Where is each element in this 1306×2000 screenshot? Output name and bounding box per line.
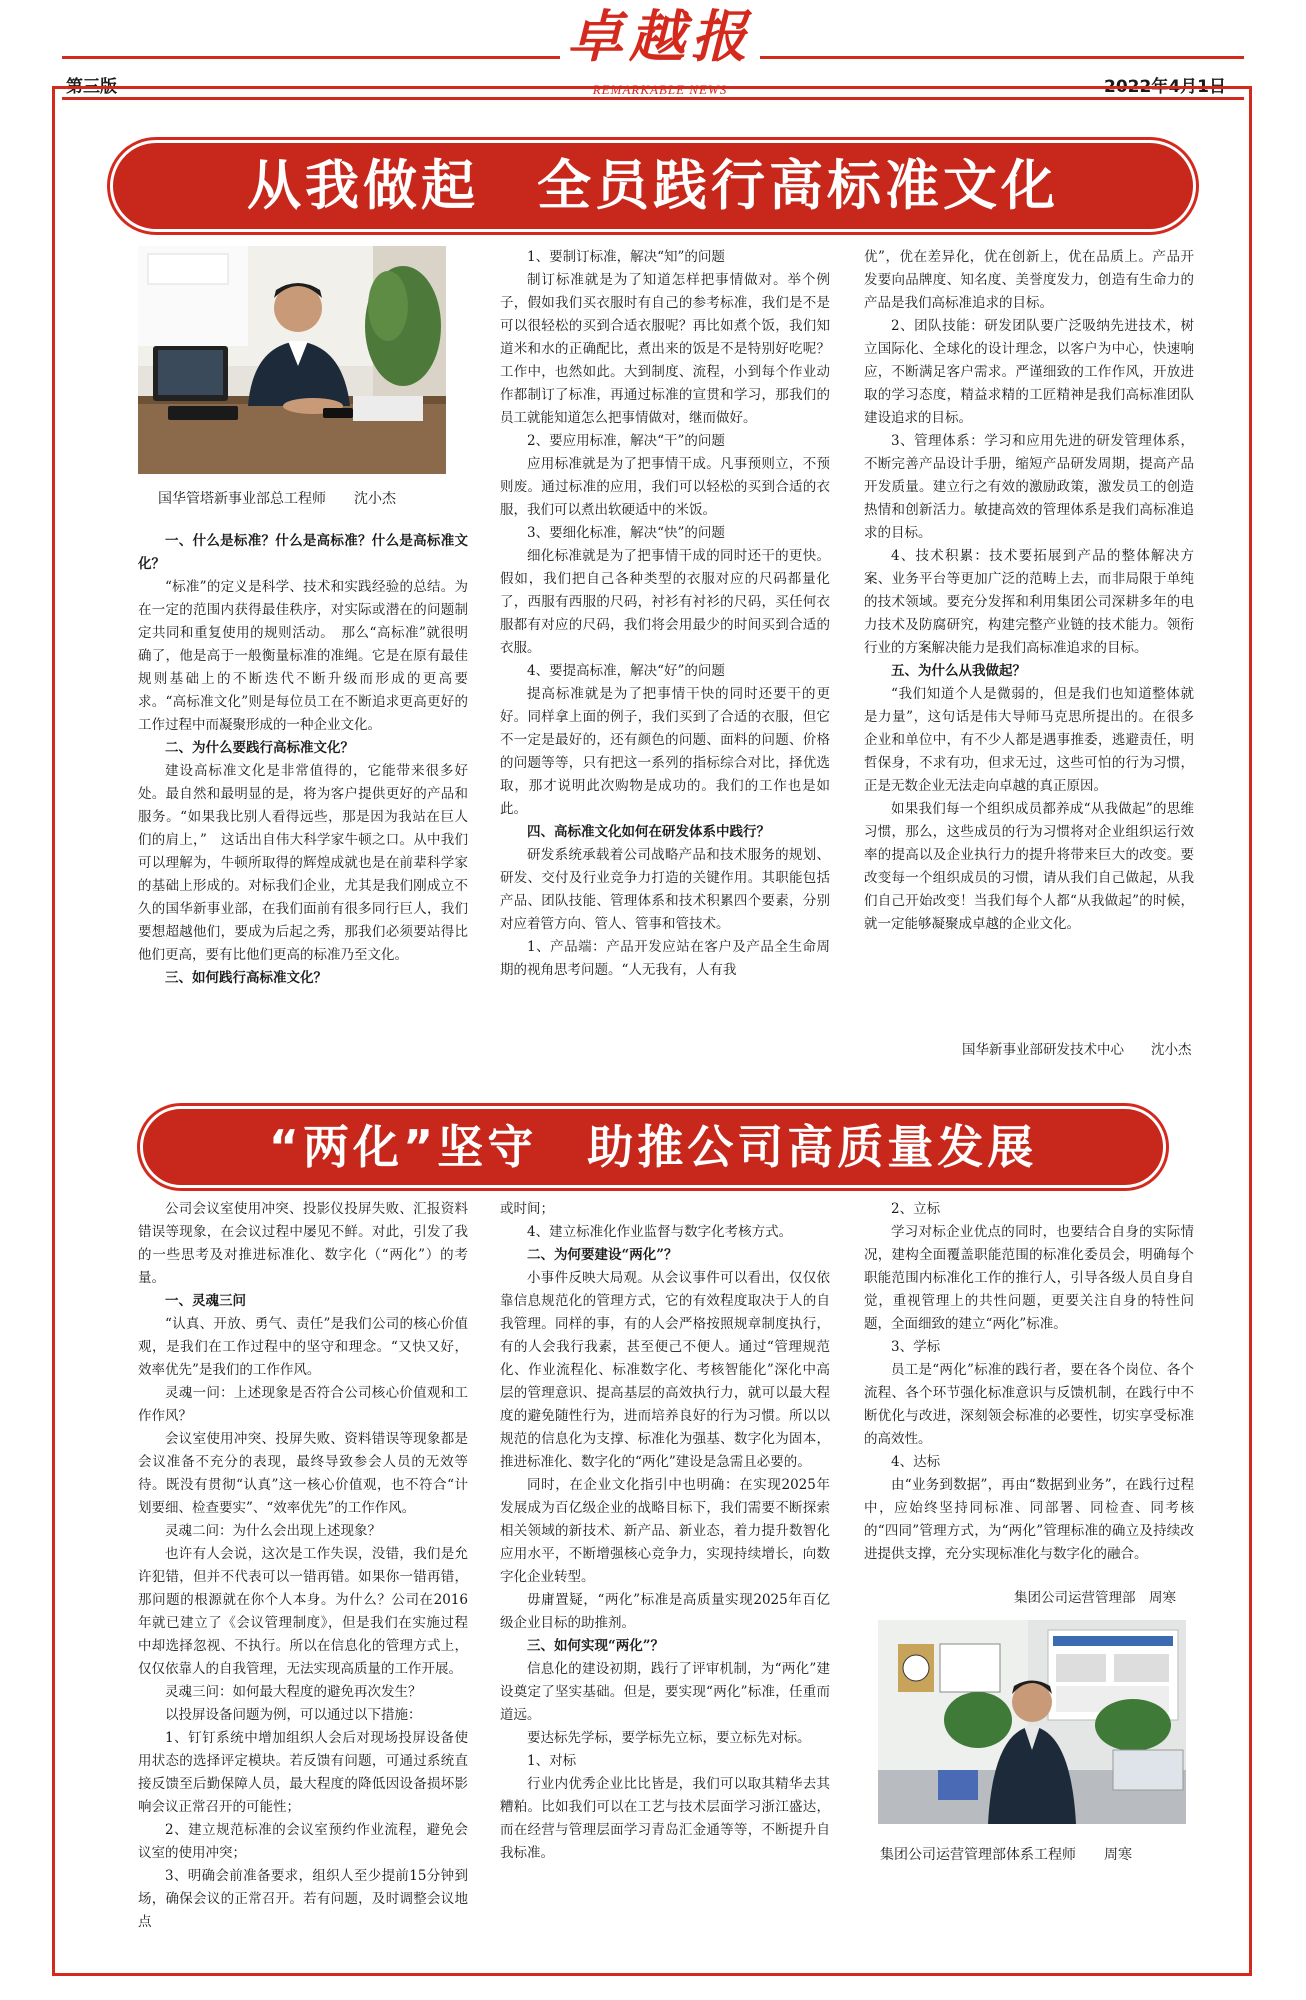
issue-date: 2022年4月1日: [1104, 77, 1226, 97]
paragraph: 3、学标: [891, 1339, 941, 1355]
section-heading: 三、如何实现“两化”？: [527, 1638, 665, 1654]
paragraph: 公司会议室使用冲突、投影仪投屏失败、汇报资料错误等现象，在会议过程中屡见不鲜。对此，引发了我的一些思考及对推进标准化、数字化（“两化”）的考量。: [138, 1201, 468, 1286]
paragraph: “认真、开放、勇气、责任”是我们公司的核心价值观，是我们在工作过程中的坚守和理念。“又快又好，效率优先”是我们的工作作风。: [138, 1316, 468, 1378]
paragraph: 2、要应用标准，解决“干”的问题: [527, 433, 725, 449]
paragraph: 以投屏设备问题为例，可以通过以下措施：: [165, 1707, 422, 1723]
article2-column-1: [138, 1198, 468, 1934]
paragraph: 优”，优在差异化，优在创新上，优在品质上。产品开发要向品牌度、知名度、美誉度发力，创造有生命力的产品是我们高标准追求的目标。: [864, 249, 1194, 311]
paragraph: 1、对标: [527, 1753, 577, 1769]
paragraph: 2、立标: [891, 1201, 941, 1217]
article1-headline: 从我做起 全员践行高标准文化: [110, 140, 1196, 232]
section-heading: 一、灵魂三问: [165, 1293, 246, 1309]
edition-label: 第三版: [66, 77, 117, 97]
newspaper-logo: [560, 2, 760, 97]
article2-photo-caption: 集团公司运营管理部体系工程师 周寒: [880, 1847, 1132, 1863]
paragraph: 应用标准就是为了把事情干成。凡事预则立，不预则废。通过标准的应用，我们可以轻松的买到合适的衣服，我们可以煮出软硬适中的米饭。: [500, 456, 830, 518]
article1-byline: 国华新事业部研发技术中心 沈小杰: [962, 1042, 1192, 1058]
section-heading: 三、如何践行高标准文化？: [165, 970, 327, 986]
article2-byline: 集团公司运营管理部 周寒: [1014, 1590, 1176, 1606]
article2-column-3: [864, 1198, 1194, 1566]
article1-photo: [138, 246, 446, 474]
paragraph: 1、产品端：产品开发应站在客户及产品全生命周期的视角思考问题。“人无我有，人有我: [500, 939, 830, 978]
paragraph: 毋庸置疑，“两化”标准是高质量实现2025年百亿级企业目标的助推剂。: [500, 1592, 830, 1631]
paragraph: 1、要制订标准，解决“知”的问题: [527, 249, 725, 265]
paragraph: “标准”的定义是科学、技术和实践经验的总结。为在一定的范围内获得最佳秩序，对实际或潜在的问题制定共同和重复使用的规则活动。 那么“高标准”就很明确了，他是高于一般衡量标准的准绳。它是在原有最佳规则基础上的不断迭代不断升级而形成的更高要求。“高标准文化”则是每位员工在不断追求更高更好的工作过程中而凝聚形成的一种企业文化。: [138, 579, 468, 733]
paragraph: 如果我们每一个组织成员都养成“从我做起”的思维习惯，那么，这些成员的行为习惯将对企业组织运行效率的提高以及企业执行力的提升将带来巨大的改变。要改变每一个组织成员的习惯，请从我们自己做起，从我们自己开始改变！当我们每个人都“从我做起”的时候，就一定能够凝聚成卓越的企业文化。: [864, 801, 1194, 932]
article1-column-1: [138, 530, 468, 990]
paragraph: 行业内优秀企业比比皆是，我们可以取其精华去其糟粕。比如我们可以在工艺与技术层面学习浙江盛达，而在经营与管理层面学习青岛汇金通等等，不断提升自我标准。: [500, 1776, 830, 1861]
article2-headline: “两化”坚守 助推公司高质量发展: [140, 1106, 1166, 1188]
paragraph: 细化标准就是为了把事情干成的同时还干的更快。假如，我们把自己各种类型的衣服对应的尺码都量化了，西服有西服的尺码，衬衫有衬衫的尺码，买任何衣服都有对应的尺码，我们将会用最少的时间买到合适的衣服。: [500, 548, 830, 656]
article2-column-2: [500, 1198, 830, 1865]
paragraph: 会议室使用冲突、投屏失败、资料错误等现象都是会议准备不充分的表现，最终导致参会人员的无效等待。既没有贯彻“认真”这一核心价值观，也不符合“计划要细、检查要实”、“效率优先”的工作作风。: [138, 1431, 468, 1516]
paragraph: 小事件反映大局观。从会议事件可以看出，仅仅依靠信息规范化的管理方式，它的有效程度取决于人的自我管理。同样的事，有的人会严格按照规章制度执行，有的人会我行我素，甚至便己不便人。通过“管理规范化、作业流程化、标准数字化、考核智能化”深化中高层的管理意识、提高基层的高效执行力，就可以最大程度的避免随性行为，进而培养良好的行为习惯。所以以规范的信息化为支撑、标准化为强基、数字化为固本，推进标准化、数字化的“两化”建设是急需且必要的。: [500, 1270, 830, 1470]
paragraph: 要达标先学标，要学标先立标，要立标先对标。: [527, 1730, 811, 1746]
paragraph: 建设高标准文化是非常值得的，它能带来很多好处。最自然和最明显的是，将为客户提供更好的产品和服务。“如果我比别人看得远些，那是因为我站在巨人们的肩上，” 这话出自伟大科学家牛顿之口。从中我们可以理解为，牛顿所取得的辉煌成就也是在前辈科学家的基础上形成的。对标我们企业，尤其是我们刚成立不久的国华新事业部，在我们面前有很多同行巨人，我们要想超越他们，要成为后起之秀，那我们必须要站得比他们更高，要有比他们更高的标准乃至文化。: [138, 763, 468, 963]
logo-title: 卓越报: [567, 4, 753, 70]
section-heading: 一、什么是标准？什么是高标准？什么是高标准文化？: [138, 533, 468, 572]
paragraph: 或时间；: [500, 1201, 554, 1217]
paragraph: 学习对标企业优点的同时，也要结合自身的实际情况，建构全面覆盖职能范围的标准化委员会，明确每个职能范围内标准化工作的推行人，引导各级人员自身自觉，重视管理上的共性问题，更要关注自身的特性问题，全面细致的建立“两化”标准。: [864, 1224, 1194, 1332]
paragraph: 1、钉钉系统中增加组织人会后对现场投屏设备使用状态的选择评定模块。若反馈有问题，可通过系统直接反馈至后勤保障人员，最大程度的降低因设备损坏影响会议正常召开的可能性；: [138, 1730, 468, 1815]
paragraph: 3、要细化标准，解决“快”的问题: [527, 525, 725, 541]
paragraph: 由“业务到数据”，再由“数据到业务”，在践行过程中，应始终坚持同标准、同部署、同检查、同考核的“四同”管理方式，为“两化”管理标准的确立及持续改进提供支撑，充分实现标准化与数字化的融合。: [864, 1477, 1194, 1562]
paragraph: 4、建立标准化作业监督与数字化考核方式。: [527, 1224, 793, 1240]
paragraph: 2、团队技能：研发团队要广泛吸纳先进技术，树立国际化、全球化的设计理念，以客户为中心，快速响应，不断满足客户需求。严谨细致的工作作风，开放进取的学习态度，精益求精的工匠精神是我们高标准团队建设追求的目标。: [864, 318, 1194, 426]
paragraph: 灵魂三问：如何最大程度的避免再次发生？: [165, 1684, 422, 1700]
logo-subtitle: REMARKABLE NEWS: [592, 82, 728, 97]
article2-photo: [878, 1620, 1186, 1824]
paragraph: 也许有人会说，这次是工作失误，没错，我们是允许犯错，但并不代表可以一错再错。如果你一错再错，那问题的根源就在你个人本身。为什么？公司在2016年就已建立了《会议管理制度》，但是我们在实施过程中却选择忽视、不执行。所以在信息化的管理方式上，仅仅依靠人的自我管理，无法实现高质量的工作开展。: [138, 1546, 468, 1677]
paragraph: 同时，在企业文化指引中也明确：在实现2025年发展成为百亿级企业的战略目标下，我们需要不断探索相关领域的新技术、新产品、新业态，着力提升数智化应用水平，不断增强核心竞争力，实现持续增长，向数字化企业转型。: [500, 1477, 830, 1585]
paragraph: 3、管理体系：学习和应用先进的研发管理体系，不断完善产品设计手册，缩短产品研发周期，提高产品开发质量。建立行之有效的激励政策，激发员工的创造热情和创新活力。敏捷高效的管理体系是我们高标准追求的目标。: [864, 433, 1194, 541]
article1-photo-caption: 国华管塔新事业部总工程师 沈小杰: [158, 491, 396, 507]
paragraph: 4、要提高标准，解决“好”的问题: [527, 663, 725, 679]
section-heading: 二、为什么要践行高标准文化？: [165, 740, 354, 756]
paragraph: 信息化的建设初期，践行了评审机制，为“两化”建设奠定了坚实基础。但是，要实现“两化”标准，任重而道远。: [500, 1661, 830, 1723]
paragraph: 3、明确会前准备要求，组织人至少提前15分钟到场，确保会议的正常召开。若有问题，及时调整会议地点: [138, 1868, 468, 1930]
section-heading: 五、为什么从我做起？: [891, 663, 1026, 679]
paragraph: “我们知道个人是微弱的，但是我们也知道整体就是力量”，这句话是伟大导师马克思所提出的。在很多企业和单位中，有不少人都是遇事推委，逃避责任，明哲保身，不求有功，但求无过，这些可怕的行为习惯，正是无数企业无法走向卓越的真正原因。: [864, 686, 1194, 794]
paragraph: 灵魂一问：上述现象是否符合公司核心价值观和工作作风？: [138, 1385, 468, 1424]
paragraph: 2、建立规范标准的会议室预约作业流程，避免会议室的使用冲突；: [138, 1822, 468, 1861]
paragraph: 4、达标: [891, 1454, 941, 1470]
paragraph: 制订标准就是为了知道怎样把事情做对。举个例子，假如我们买衣服时有自己的参考标准，我们是不是可以很轻松的买到合适衣服呢？再比如煮个饭，我们知道米和水的正确配比，煮出来的饭是不是特别好吃呢？工作中，也然如此。大到制度、流程，小到每个作业动作都制订了标准，再通过标准的宣贯和学习，那我们的员工就能知道怎么把事情做对，继而做好。: [500, 272, 830, 426]
paragraph: 员工是“两化”标准的践行者，要在各个岗位、各个流程、各个环节强化标准意识与反馈机制，在践行中不断优化与改进，深刻领会标准的必要性，切实享受标准的高效性。: [864, 1362, 1194, 1447]
section-heading: 四、高标准文化如何在研发体系中践行？: [527, 824, 770, 840]
section-heading: 二、为何要建设“两化”？: [527, 1247, 678, 1263]
paragraph: 研发系统承载着公司战略产品和技术服务的规划、研发、交付及行业竞争力打造的关键作用。其职能包括产品、团队技能、管理体系和技术积累四个要素，分别对应着管方向、管人、管事和管技术。: [500, 847, 830, 932]
paragraph: 4、技术积累：技术要拓展到产品的整体解决方案、业务平台等更加广泛的范畴上去，而非局限于单纯的技术领域。要充分发挥和利用集团公司深耕多年的电力技术及防腐研究，构建完整产业链的技术能力。领衔行业的方案解决能力是我们高标准追求的目标。: [864, 548, 1194, 656]
article1-column-3: [864, 246, 1194, 936]
article1-column-2: [500, 246, 830, 982]
paragraph: 提高标准就是为了把事情干快的同时还要干的更好。同样拿上面的例子，我们买到了合适的衣服，但它不一定是最好的，还有颜色的问题、面料的问题、价格的问题等等，只有把这一系列的指标综合对比，择优选取，那才说明此次购物是成功的。我们的工作也是如此。: [500, 686, 830, 817]
paragraph: 灵魂二问：为什么会出现上述现象？: [165, 1523, 381, 1539]
